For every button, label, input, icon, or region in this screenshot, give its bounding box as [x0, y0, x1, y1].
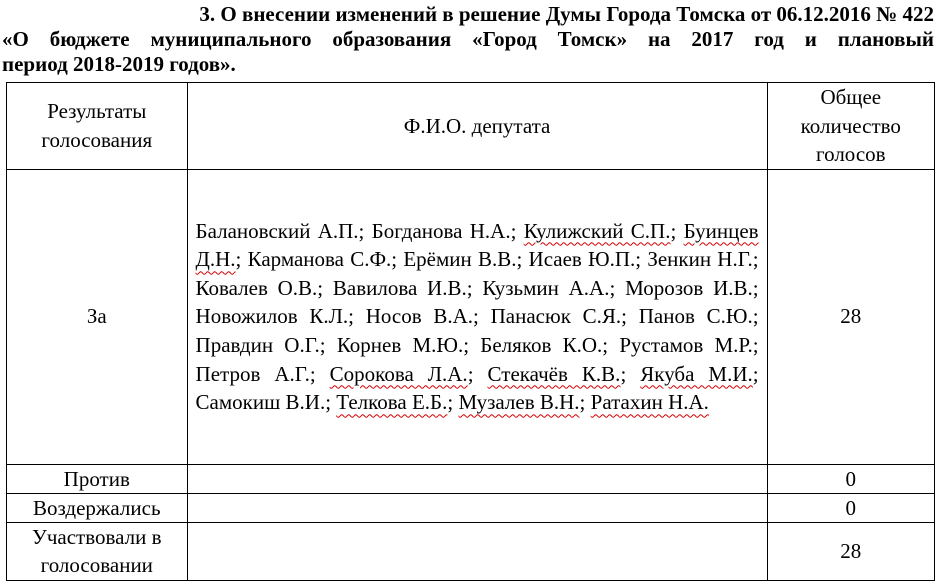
- deputy-name: Носов В.А.: [365, 304, 474, 329]
- deputy-name: Карманова С.Ф.: [247, 247, 392, 272]
- row-label-participated: Участвовали в голосовании: [7, 522, 188, 580]
- deputy-name: Стекачёв К.В.: [487, 361, 621, 386]
- heading-line-3: период 2018-2019 годов».: [2, 52, 236, 76]
- table-row-for: [7, 169, 935, 464]
- deputy-name: Сорокова Л.А.: [329, 361, 468, 386]
- table-row-participated: [7, 522, 935, 580]
- deputy-name: Самокиш В.И.: [195, 390, 326, 415]
- deputy-name: Панов С.Ю.: [638, 304, 753, 329]
- header-total: Общее количество голосов: [767, 83, 934, 170]
- deputy-name: Балановский А.П.: [195, 218, 359, 243]
- heading-line-2: «О бюджете муниципального образования «Город Томск» на 2017 год и плановый: [2, 27, 934, 51]
- deputy-name: Ерёмин В.В.: [403, 247, 517, 272]
- heading-line-1: 3. О внесении изменений в решение Думы Города Томска от 06.12.2016 № 422: [199, 2, 934, 26]
- deputy-name: Телкова Е.Б.: [336, 390, 448, 415]
- count-abstained: 0: [767, 493, 934, 522]
- deputy-name: Якуба М.И.: [640, 361, 753, 386]
- voting-results-table: [6, 82, 935, 581]
- deputy-name: Вавилова И.В.: [332, 275, 467, 300]
- deputies-list-for: Балановский А.П.; Богданова Н.А.; Кулижский С.П.; Буинцев Д.Н.; Карманова С.Ф.; Ерёмин В.В.; Исаев Ю.П.; Зенкин Н.Г.; Ковалев О.В.; Вавилова И.В.; Кузьмин А.А.; Морозов И.В.; Новожилов К.Л.; Носов В.А.; Панасюк С.Я.; Панов С.Ю.; Правдин О.Г.; Корнев М.Ю.; Беляков К.О.; Рустамов М.Р.; Петров А.Г.; Сорокова Л.А.; Стекачёв К.В.; Якуба М.И.; Самокиш В.И.; Телкова Е.Б.; Музалев В.Н.; Ратахин Н.А.: [187, 169, 767, 464]
- count-participated: 28: [767, 522, 934, 580]
- deputy-name: Зенкин Н.Г.: [647, 247, 753, 272]
- deputy-name: Рустамов М.Р.: [619, 333, 753, 358]
- deputies-list-against: [187, 464, 767, 493]
- table-row-against: [7, 464, 935, 493]
- deputy-name: Правдин О.Г.: [195, 333, 320, 358]
- row-label-against: Против: [7, 464, 188, 493]
- deputy-name: Ратахин Н.А.: [590, 390, 709, 415]
- deputy-name: Кузьмин А.А.: [482, 275, 610, 300]
- header-fio: Ф.И.О. депутата: [187, 83, 767, 170]
- deputy-name: Новожилов К.Л.: [195, 304, 349, 329]
- deputies-list-abstained: [187, 493, 767, 522]
- header-results: Результаты голосования: [7, 83, 188, 170]
- count-for: 28: [767, 169, 934, 464]
- deputy-name: Панасюк С.Я.: [490, 304, 622, 329]
- deputy-name: Беляков К.О.: [480, 333, 603, 358]
- deputy-name: Ковалев О.В.: [195, 275, 318, 300]
- deputy-name: Музалев В.Н.: [458, 390, 580, 415]
- deputy-name: Кулижский С.П.: [523, 218, 671, 243]
- deputy-name: Исаев Ю.П.: [528, 247, 636, 272]
- deputies-list-participated: [187, 522, 767, 580]
- agenda-item-heading: [2, 2, 934, 77]
- deputy-name: Петров А.Г.: [195, 361, 310, 386]
- deputy-name: Богданова Н.А.: [371, 218, 511, 243]
- deputy-name: Морозов И.В.: [625, 275, 753, 300]
- row-label-abstained: Воздержались: [7, 493, 188, 522]
- table-row-abstained: [7, 493, 935, 522]
- table-header-row: [7, 83, 935, 170]
- deputy-name: Корнев М.Ю.: [336, 333, 464, 358]
- count-against: 0: [767, 464, 934, 493]
- deputy-name: Буинцев Д.Н.: [195, 218, 759, 272]
- row-label-for: За: [7, 169, 188, 464]
